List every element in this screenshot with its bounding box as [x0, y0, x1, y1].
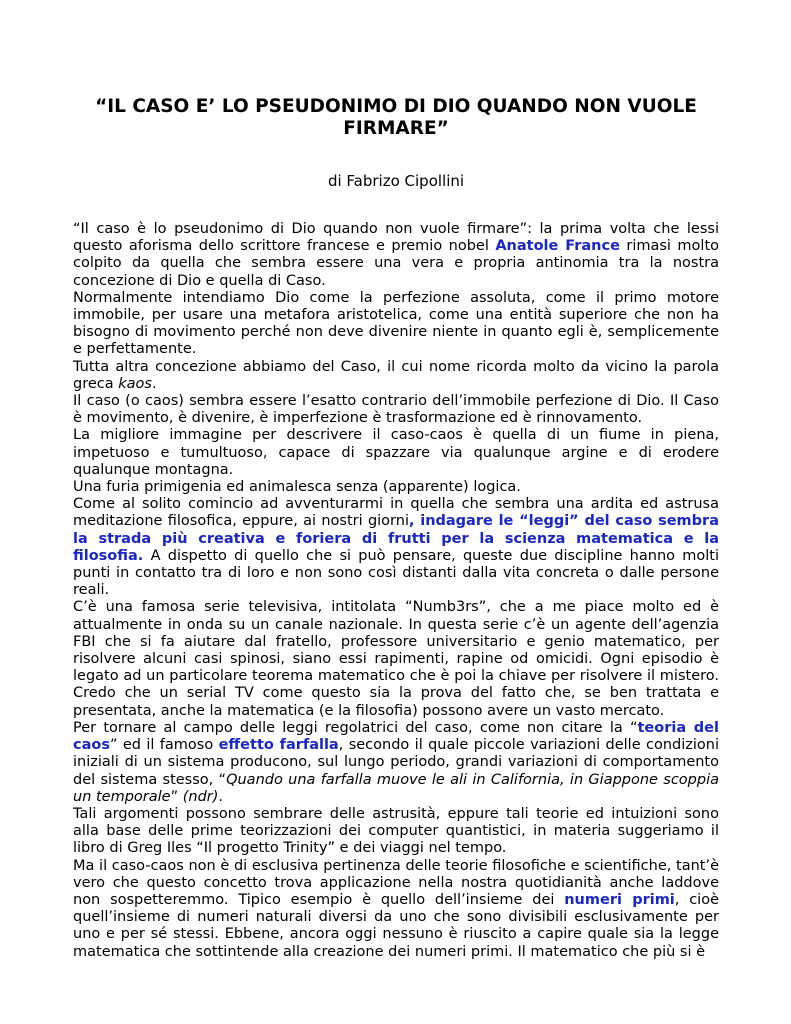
- highlight-indagare-leggi[interactable]: , indagare le “leggi” del caso sembra la strada più creativa e foriera di frutti per la scienza matematica e la filosofia.: [73, 513, 719, 564]
- paragraph-10: Tali argomenti possono sembrare delle astrusità, eppure tali teorie ed intuizioni sono alla base delle prime teorizzazioni dei computer quantistici, in materia suggeriamo il libro di Greg Iles “Il progetto Trinity” e dei viaggi nel tempo.: [73, 805, 719, 857]
- paragraph-6: Una furia primigenia ed animalesca senza (apparente) logica.: [73, 479, 521, 496]
- paragraph-4: Il caso (o caos) sembra essere l’esatto contrario dell’immobile perfezione di Dio. Il Caso è movimento, è divenire, è imperfezione è trasformazione ed è rinnovamento.: [73, 393, 719, 427]
- paragraph-3: Tutta altra concezione abbiamo del Caso, il cui nome ricorda molto da vicino la parola greca kaos.: [73, 358, 719, 392]
- paragraph-8: C’è una famosa serie televisiva, intitolata “Numb3rs”, che a me piace molto ed è attualmente in onda su un canale nazionale. In questa serie c’è un agente dell’agenzia FBI che si fa aiutare dal fratello, professore universitario e genio matematico, per risolvere alcuni casi spinosi, siano essi rapimenti, rapine od omicidi. Ogni episodio è legato ad un particolare teorema matematico che è poi la chiave per risolvere il mistero. Credo che un serial TV come questo sia la prova del fatto che, se ben trattata e presentata, anche la matematica (e la filosofia) possono avere un vasto mercato.: [73, 599, 719, 719]
- article-author: di Fabrizo Cipollini: [327, 172, 465, 190]
- article-title: “IL CASO E’ LO PSEUDONIMO DI DIO QUANDO NON VUOLE FIRMARE”: [95, 96, 697, 139]
- link-teoria-del-caos[interactable]: teoria del caos: [73, 719, 719, 754]
- document-page: [73, 0, 719, 961]
- paragraph-2: Normalmente intendiamo Dio come la perfezione assoluta, come il primo motore immobile, per usare una metafora aristotelica, come una entità superiore che non ha bisogno di movimento perché non deve divenire niente in quanto egli è, semplicemente e perfettamente.: [73, 289, 719, 358]
- paragraph-1: “Il caso è lo pseudonimo di Dio quando non vuole firmare”: la prima volta che lessi questo aforisma dello scrittore francese e premio nobel Anatole France rimasi molto colpito da quella che sembra essere una vera e propria antinomia tra la nostra concezione di Dio e quella di Caso.: [73, 221, 720, 289]
- link-anatole-france[interactable]: Anatole France: [495, 238, 620, 255]
- paragraph-11: Ma il caso-caos non è di esclusiva pertinenza delle teorie filosofiche e scientifiche, tant’è vero che questo concetto trova applicazione nella nostra quotidianità anche laddove non sospetteremmo. Tipico esempio è quello dell’insieme dei numeri primi, cioè quell’insieme di numeri naturali diversi da uno che sono divisibili esclusivamente per uno e per sé stessi. Ebbene, ancora oggi nessuno è riuscito a capire quale sia la legge matematica che sottintende alla creazione dei numeri primi. Il matematico che più si è: [73, 857, 719, 960]
- paragraph-7: Come al solito comincio ad avventurarmi in quella che sembra una ardita ed astrusa meditazione filosofica, eppure, ai nostri giorni, indagare le “leggi” del caso sembra la strada più creativa e foriera di frutti per la scienza matematica e la filosofia. A dispetto di quello che si può pensare, queste due discipline hanno molti punti in contatto tra di loro e non sono così distanti dalla vita concreta o dalle persone reali.: [73, 496, 719, 599]
- link-numeri-primi[interactable]: numeri primi: [564, 891, 675, 908]
- article-body: [73, 221, 719, 961]
- paragraph-9: Per tornare al campo delle leggi regolatrici del caso, come non citare la “teoria del caos” ed il famoso effetto farfalla, secondo il quale piccole variazioni delle condizioni iniziali di un sistema producono, sul lungo periodo, grandi variazioni di comportamento del sistema stesso, “Quando una farfalla muove le ali in California, in Giappone scoppia un temporale” (ndr).: [73, 719, 719, 805]
- link-effetto-farfalla[interactable]: effetto farfalla: [218, 737, 339, 754]
- paragraph-5: La migliore immagine per descrivere il caso-caos è quella di un fiume in piena, impetuoso e tumultuoso, capace di spazzare via qualunque argine e di erodere qualunque montagna.: [73, 427, 719, 478]
